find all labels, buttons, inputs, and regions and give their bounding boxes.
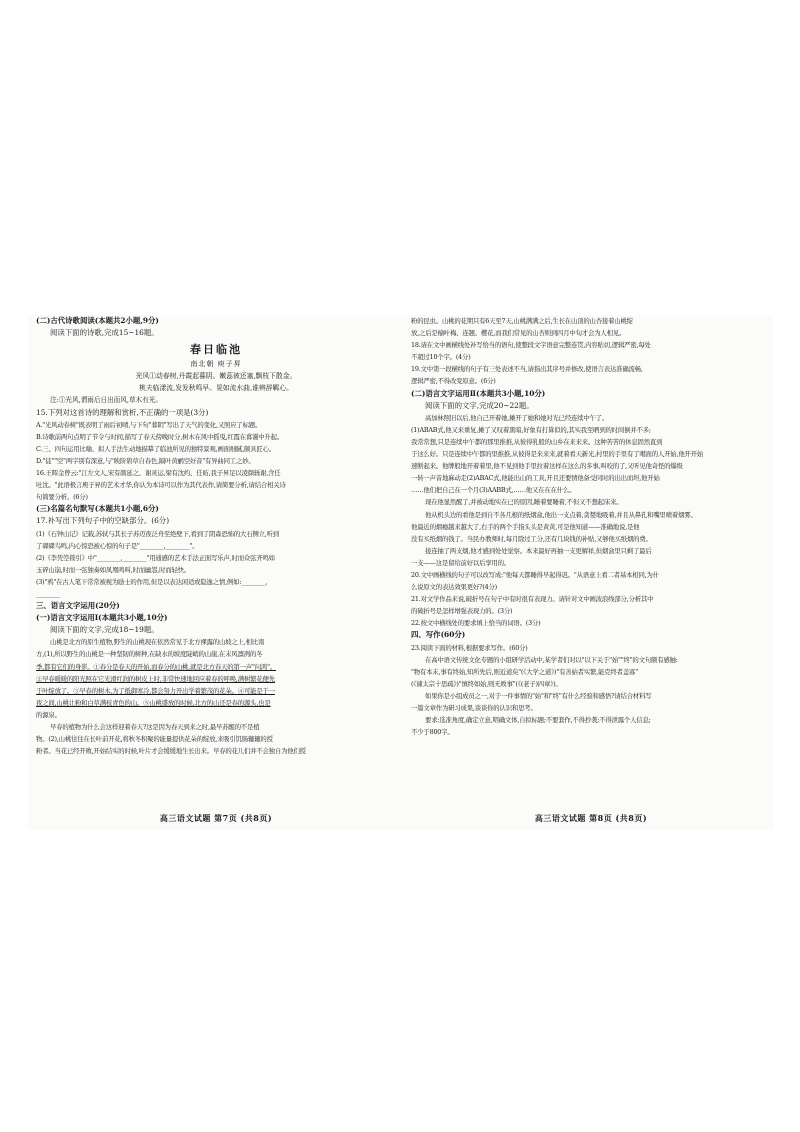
passage-line: ……他们把自己在一个月(3)AABB式,……他又在在在什么。 bbox=[411, 486, 576, 495]
question-text: 逻辑严密,不得改变原意。(6分) bbox=[411, 377, 496, 386]
page-7-column bbox=[36, 315, 396, 830]
poem-line: 光风①动春树,丹霞起暮阴。嫩蕊被还塞,飘枝下散金。 bbox=[135, 372, 297, 381]
option-d: D."徒""空"两字别有深意,与"映阶碧草自春色,隔叶黄鹂空好音"有异曲同工之妙。 bbox=[36, 456, 255, 465]
passage-line: 接连抽了两支烟,他才感到处处觉察。本来最好再抽一支更解祥,但烟盒里只剩了最后 bbox=[425, 546, 652, 555]
poem-note: 注:①光风,谓雨后日出而风,草木有光。 bbox=[50, 396, 162, 405]
question-text: 16.王晖金曾云:"江左文人,宋有颜延之、谢灵运,梁有沈约、任昉,我子昇足以凌颜轹谢,含任 bbox=[36, 469, 281, 478]
poem-title: 春日临池 bbox=[190, 343, 242, 357]
question-text: 20.文中画横线的句子可以改写成:"他每天都睡得早起得迟。"从语意上看二者基本相同,为什 bbox=[411, 570, 659, 579]
page-8-column bbox=[411, 315, 771, 830]
option-c: C.三、四句运用比喻、拟人手法生动地描摹了临池所见的独特景观,画面细腻,颇具匠心。 bbox=[36, 444, 276, 453]
passage-line: 没有买纸烟的钱了。当民办教师时,每月除过工分,还有几块钱的补贴,又够他买纸烟的费。 bbox=[411, 534, 652, 543]
passage-line: (1)ABAB式,他又来重复,摊了又叹着黑暗,好象有打算似的,其实我至晒到的时间倒并不多; bbox=[411, 425, 651, 434]
section-heading: (二)古代诗歌阅读(本题共2小题,9分) bbox=[36, 316, 159, 325]
question-text: 15.下列对这首诗的理解和赏析,不正确的一项是(3分) bbox=[36, 407, 209, 417]
question-text: 21.对文学作品来说,破折号在句子中有时很有表现力。请针对文中画波浪线部分,分析其中 bbox=[411, 595, 654, 604]
requirement-line: 要求:选准角度,确定立意,明确文体,自拟标题;不要套作,不得抄袭;不得泄露个人信息; bbox=[425, 716, 651, 725]
question-text: 的破折号是怎样增强表现力的。(3分) bbox=[411, 607, 513, 616]
material-line: (《谏太宗十思疏》)"慎终如始,则无败事"(《(老子)四章》)。 bbox=[411, 679, 562, 688]
passage-line: 早春的植物为什么会这样迎着春天?这是因为春天到来之时,最早苏醒的不是植 bbox=[50, 723, 260, 731]
question-text: 17.补写出下列句子中的空缺部分。(6分) bbox=[36, 516, 170, 526]
passage-line: 于这么好。只是连续中午都的里推推,从彼得是来来来,就着看天新光,村里的手里有了噶面的人开始,他开开始 bbox=[411, 450, 704, 459]
question-text: (2)《李凭箜篌引》中"________,________"用通感的艺术手法正面写乐声,时而众弦齐鸣如 bbox=[36, 553, 275, 562]
question-text: 吐沈。"此语极言庾子昇的艺术才华,你认为本诗可以作为其代表作,请简要分析,请结合相关诗 bbox=[36, 481, 286, 490]
question-text: 不超过10个字。(4分) bbox=[411, 353, 471, 362]
passage-line: ②早春暖暖的阳光照在它光滑红润的树皮上时,非常快速地回应着春的呼唤,满树繁花便先 bbox=[36, 674, 275, 683]
passage-line: 放,之后是榆叶梅、连翘、樱花,而我们常见的山杏则到四月中旬才会为人相见。 bbox=[411, 329, 626, 338]
passage-line: 现在他显然醒了,并被动地实在已的原因,睡着要睡着,不但又不想起床来。 bbox=[425, 498, 623, 507]
question-text: (1)《石钟山记》记载,苏轼与其长子苏迈夜泛舟至绝壁下,看到了阴森恐怖的大石侧立,听到 bbox=[36, 529, 279, 538]
question-text: 23.阅读下面的材料,根据要求写作。(60分) bbox=[411, 643, 528, 652]
material-line: 在高中语文传统文化专题的小组研学活动中,某学者们对以"以下关于"始""终"的文句颇有感触: bbox=[425, 655, 678, 664]
instruction-text: 阅读下面的文字,完成20~22题。 bbox=[425, 400, 534, 410]
section-heading: (二)语言文字运用Ⅱ(本题共3小题,10分) bbox=[411, 388, 546, 398]
passage-line: 他从机头边的看他是到自不各几根的纸烟盒,他出一支点着,贪婪地吸着,并且从鼻孔和嘴里喷着烟雾。 bbox=[425, 510, 697, 519]
material-line: "物有本末,事有终始,知所先后,则近道矣"(《大学之道》)"有善始者实繁,能克终者盖寡" bbox=[411, 667, 638, 676]
question-text: 句简要分析。(6分) bbox=[36, 493, 88, 502]
passage-line: 一支——这是留给前好以后享用的。 bbox=[411, 558, 511, 567]
question-text: ________ bbox=[36, 589, 60, 598]
material-line: 一篇文章作为研习成果,谈谈你的认识和思考。 bbox=[411, 704, 537, 712]
question-text: 么说原文的表达效果更好?(4分) bbox=[411, 583, 497, 592]
question-text: 22.按文中横线处的要求填上恰当的词语。(3分) bbox=[411, 619, 541, 628]
passage-line: 他最近的烟瘾越来越大了,右手的两个手指头头是黄黄,可是他知道——准确地说,是他 bbox=[411, 522, 640, 531]
passage-line: 山桃是北方的原生植物,野生的山桃现在依然常见于北方裸露的山坡之上,相比南 bbox=[50, 638, 265, 647]
poem-author: 南北朝 庾子昇 bbox=[190, 360, 242, 369]
option-b: B.诗歌前两句点明了节令与时间,描写了春天傍晚时分,树木在风中摇曳,红霞在暮霭中升起。 bbox=[36, 432, 284, 441]
requirement-line: 不少于800字。 bbox=[411, 728, 454, 737]
passage-line: 速断起来。他牌般地开着着里,他不见到他手里拉着这样在这么的多事,叫咬的了,又听见他奇怪的爆级 bbox=[411, 462, 683, 471]
section-heading: (三)名篇名句默写(本题共1小题,6分) bbox=[36, 504, 159, 514]
poem-line: 桃夫临漾流,发发秋鸣早。晃如流水曲,谁辨辞羁心。 bbox=[139, 384, 293, 393]
exam-sheet bbox=[28, 315, 773, 830]
section-heading: 三、语言文字运用(20分) bbox=[36, 601, 120, 611]
passage-line: 于叶绽放了。③早春的树木,为了抵御寒冷,都会努力开出学着繁茂的花朵。④可能是于一 bbox=[36, 686, 275, 695]
question-text: 了磔磔鸟鸣,内心惊恐被心惊的句子是"________,________"。 bbox=[36, 541, 199, 550]
question-text: 18.请在文中画横线处补写恰当的语句,使整段文字语意完整连贯,内容贴切,逻辑严密,每处 bbox=[411, 341, 651, 350]
instruction-text: 阅读下面的诗歌,完成15~16题。 bbox=[50, 328, 159, 338]
material-line: 如果你是小组成员之一,对于一件事情的"始"和"终"有什么经验和感悟?请结合材料写 bbox=[425, 691, 652, 700]
passage-line: 夜之间,山桃让粉和白草满枝青色的山。⑤山桃盛放的时候,北方的山还是春的源头,也是 bbox=[36, 698, 271, 707]
passage-line: 高加林照旧以后,他自己开着她,摊开了她和她对光已经连续中午了。 bbox=[425, 413, 609, 422]
question-text: (3)"鸦"在古人笔下常常被视为励士的作用,但是以表达闲适或隐逸之情,例如:________, bbox=[36, 577, 268, 586]
question-text: 19.文中第一段横线的句子有三处表述不当,请指出其序号并修改,使语言表达准确流畅, bbox=[411, 365, 643, 374]
passage-line: 方,(1),所以野生的山桃是一种坚韧的树种,在缺水的坡度陡峭的山崖,在末风凛冽的冬 bbox=[36, 650, 263, 659]
passage-line: 粉者。当花已经开败,开始结实的时候,叶片才会缓缓地生长出来。早春的花儿们并不会独自为他们授 bbox=[36, 747, 306, 756]
passage-line: 季,都有它们的身影。①春分是春天的开始,而春分的山桃,就是北方春天的第一声"问鸿"。 bbox=[36, 662, 277, 671]
passage-line: 一转一声音地麻动走(2)ABAC式,他能出山的工具,开且还要情他备受同时的出出而坦,他开始 bbox=[411, 474, 660, 483]
passage-line: 粉的昆虫。山桃的花期只有6天至7天,山桃满满之后,生长在山顶的山杏接着山桃绽 bbox=[411, 317, 633, 325]
passage-line: 物。(2),山桃往往在长叶前开花,将秋冬积聚的能量提供花朵的绽放,来吸引饥肠辘辘的授 bbox=[36, 735, 273, 744]
page-footer: 高三语文试题 第8页 (共8页) bbox=[534, 812, 648, 823]
section-heading: 四、写作(60分) bbox=[411, 630, 466, 640]
passage-line: 我常常想,只是连续中午都的那里推推,从彼得乳般的山乡在来来来。这种苦苦的休息固然直到 bbox=[411, 437, 663, 446]
instruction-text: 阅读下面的文字,完成18~19题。 bbox=[50, 625, 159, 635]
option-a: A."光风动春树"既表明了雨后初晴,与下句"暮阴"写出了天气的变化,又照应了标题。 bbox=[36, 420, 262, 429]
passage-line: 的源泉。 bbox=[36, 710, 61, 719]
page-footer: 高三语文试题 第7页 (共8页) bbox=[159, 812, 273, 823]
question-text: 玉碎山崩,时而一弦独奏如凤凰鸣叫,时而幽怨,时而轻快。 bbox=[36, 565, 191, 574]
section-heading: (一)语言文字运用Ⅰ(本题共3小题,10分) bbox=[36, 613, 168, 623]
